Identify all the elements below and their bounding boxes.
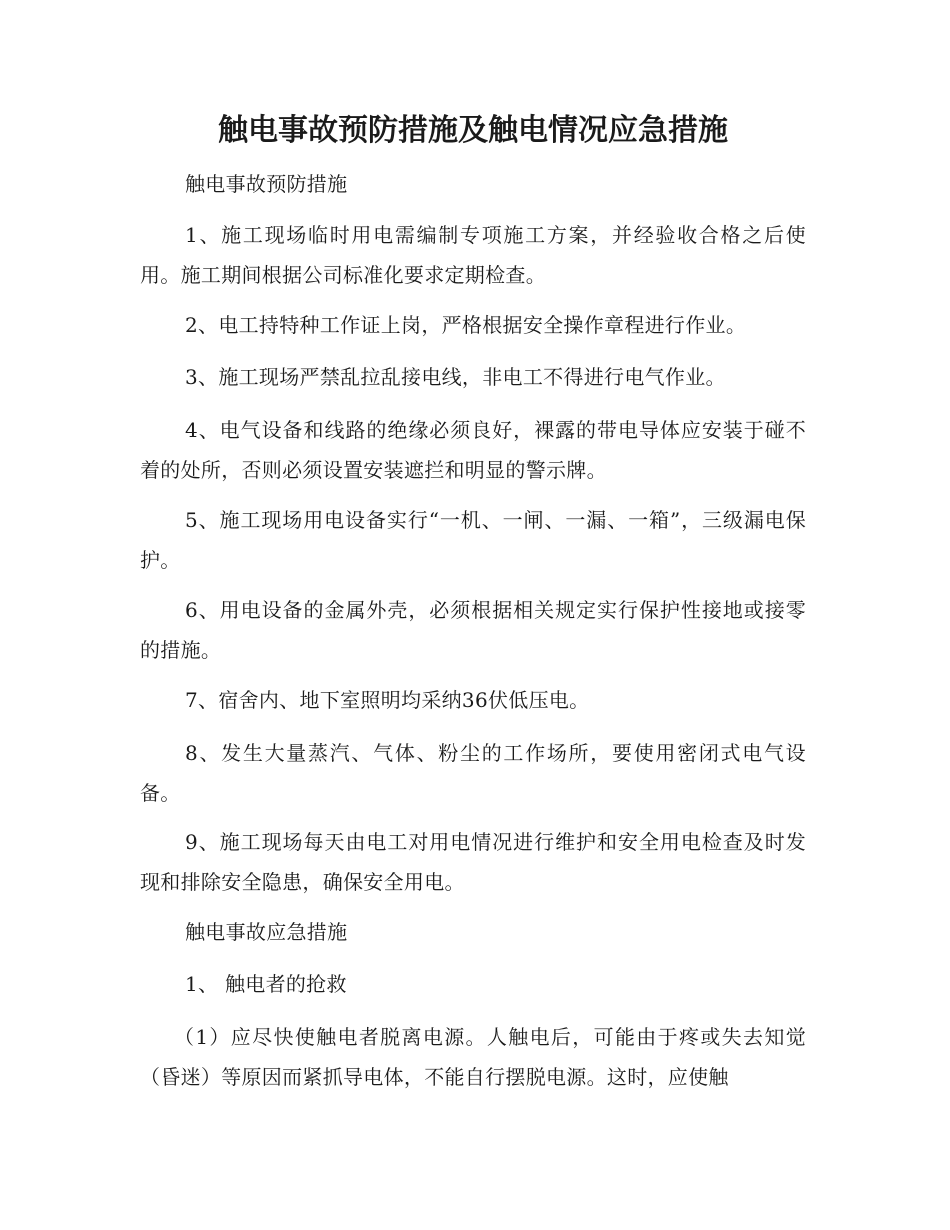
paragraph-prevention-7: 7、宿舍内、地下室照明均采纳36伏低压电。 — [185, 688, 590, 712]
paragraph-prevention-4: 4、电气设备和线路的绝缘必须良好，裸露的带电导体应安装于碰不着的处所，否则必须设置安装遮拦和明显的警示牌。 — [140, 418, 806, 482]
paragraph-prevention-5: 5、施工现场用电设备实行“一机、一闸、一漏、一箱”，三级漏电保护。 — [140, 508, 806, 572]
paragraph-prevention-2: 2、电工持特种工作证上岗，严格根据安全操作章程进行作业。 — [185, 313, 747, 337]
paragraph-prevention-3: 3、施工现场严禁乱拉乱接电线，非电工不得进行电气作业。 — [185, 365, 726, 389]
paragraph-prevention-8: 8、发生大量蒸汽、气体、粉尘的工作场所，要使用密闭式电气设备。 — [140, 741, 806, 805]
paragraph-prevention-6: 6、用电设备的金属外壳，必须根据相关规定实行保护性接地或接零的措施。 — [140, 598, 806, 662]
section-heading-prevention: 触电事故预防措施 — [185, 172, 348, 196]
section-heading-emergency: 触电事故应急措施 — [185, 920, 348, 944]
document-title: 触电事故预防措施及触电情况应急措施 — [218, 113, 728, 148]
paragraph-prevention-9: 9、施工现场每天由电工对用电情况进行维护和安全用电检查及时发现和排除安全隐患，确保安全用电。 — [140, 830, 806, 894]
paragraph-emergency-1: 1、 触电者的抢救 — [185, 972, 347, 996]
paragraph-emergency-1-1: （1）应尽快使触电者脱离电源。人触电后，可能由于疼或失去知觉（昏迷）等原因而紧抓导电体，不能自行摆脱电源。这时，应使触 — [140, 1025, 806, 1089]
paragraph-prevention-1: 1、施工现场临时用电需编制专项施工方案，并经验收合格之后使用。施工期间根据公司标准化要求定期检查。 — [140, 223, 806, 287]
